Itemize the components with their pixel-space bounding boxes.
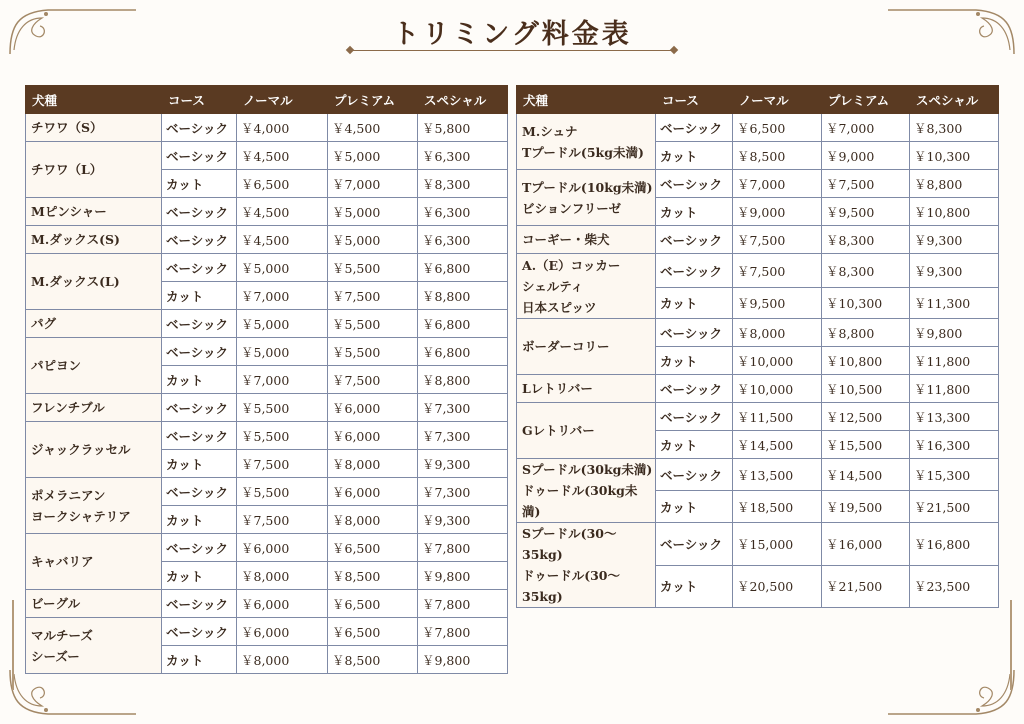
premium-price-cell: ￥8,800 [822, 319, 910, 347]
course-cell: ベーシック [162, 590, 237, 618]
course-cell: ベーシック [162, 478, 237, 506]
premium-price-cell: ￥5,500 [328, 338, 418, 366]
table-row [26, 254, 508, 282]
normal-price-cell: ￥7,500 [733, 226, 822, 254]
course-cell: ベーシック [656, 375, 733, 403]
special-price-cell: ￥6,800 [418, 310, 508, 338]
premium-price-cell: ￥7,500 [328, 366, 418, 394]
special-price-cell: ￥5,800 [418, 114, 508, 142]
table-row [517, 375, 999, 403]
breed-cell: Lレトリバー [517, 375, 656, 403]
special-price-cell: ￥10,800 [910, 198, 999, 226]
special-price-cell: ￥11,300 [910, 288, 999, 319]
premium-price-cell: ￥14,500 [822, 459, 910, 491]
special-price-cell: ￥16,300 [910, 431, 999, 459]
course-cell: ベーシック [656, 319, 733, 347]
premium-price-cell: ￥10,800 [822, 347, 910, 375]
price-table-left [25, 85, 508, 674]
premium-price-cell: ￥16,000 [822, 523, 910, 566]
normal-price-cell: ￥6,000 [237, 534, 328, 562]
premium-price-cell: ￥21,500 [822, 565, 910, 608]
normal-price-cell: ￥5,000 [237, 338, 328, 366]
normal-price-cell: ￥10,000 [733, 375, 822, 403]
special-price-cell: ￥9,300 [418, 506, 508, 534]
table-header-row [26, 86, 508, 114]
premium-price-cell: ￥4,500 [328, 114, 418, 142]
course-cell: カット [656, 565, 733, 608]
table-row [26, 478, 508, 506]
corner-ornament-icon [8, 668, 138, 718]
special-price-cell: ￥6,300 [418, 198, 508, 226]
corner-ornament-icon [886, 668, 1016, 718]
breed-cell: キャバリア [26, 534, 162, 590]
special-price-cell: ￥6,300 [418, 142, 508, 170]
course-cell: カット [656, 142, 733, 170]
table-header-row [517, 86, 999, 114]
table-row [517, 114, 999, 142]
breed-cell: ポメラニアン ヨークシャテリア [26, 478, 162, 534]
premium-price-cell: ￥6,000 [328, 422, 418, 450]
premium-price-cell: ￥8,500 [328, 646, 418, 674]
course-cell: カット [656, 288, 733, 319]
premium-price-cell: ￥9,000 [822, 142, 910, 170]
special-price-cell: ￥23,500 [910, 565, 999, 608]
header-special: スペシャル [418, 86, 508, 114]
header-breed: 犬種 [26, 86, 162, 114]
special-price-cell: ￥7,800 [418, 534, 508, 562]
special-price-cell: ￥11,800 [910, 375, 999, 403]
table-row [26, 422, 508, 450]
premium-price-cell: ￥6,000 [328, 478, 418, 506]
normal-price-cell: ￥14,500 [733, 431, 822, 459]
special-price-cell: ￥21,500 [910, 491, 999, 523]
normal-price-cell: ￥5,000 [237, 254, 328, 282]
breed-cell: フレンチブル [26, 394, 162, 422]
normal-price-cell: ￥9,000 [733, 198, 822, 226]
breed-cell: チワワ（L） [26, 142, 162, 198]
course-cell: ベーシック [162, 198, 237, 226]
breed-cell: Sプードル(30kg未満) ドゥードル(30kg未満) [517, 459, 656, 523]
course-cell: カット [162, 506, 237, 534]
normal-price-cell: ￥7,500 [237, 506, 328, 534]
special-price-cell: ￥7,300 [418, 478, 508, 506]
special-price-cell: ￥9,800 [418, 562, 508, 590]
normal-price-cell: ￥5,000 [237, 310, 328, 338]
course-cell: ベーシック [162, 618, 237, 646]
normal-price-cell: ￥15,000 [733, 523, 822, 566]
normal-price-cell: ￥7,500 [733, 254, 822, 288]
normal-price-cell: ￥6,500 [237, 170, 328, 198]
normal-price-cell: ￥10,000 [733, 347, 822, 375]
premium-price-cell: ￥9,500 [822, 198, 910, 226]
special-price-cell: ￥8,800 [418, 366, 508, 394]
course-cell: ベーシック [162, 226, 237, 254]
course-cell: ベーシック [656, 459, 733, 491]
normal-price-cell: ￥8,000 [237, 562, 328, 590]
breed-cell: M.ダックス(L) [26, 254, 162, 310]
course-cell: カット [162, 450, 237, 478]
table-row [26, 394, 508, 422]
header-course: コース [162, 86, 237, 114]
premium-price-cell: ￥6,000 [328, 394, 418, 422]
premium-price-cell: ￥5,500 [328, 254, 418, 282]
course-cell: カット [656, 491, 733, 523]
normal-price-cell: ￥7,500 [237, 450, 328, 478]
side-ornament [1010, 600, 1012, 690]
course-cell: カット [656, 198, 733, 226]
normal-price-cell: ￥8,500 [733, 142, 822, 170]
premium-price-cell: ￥8,500 [328, 562, 418, 590]
table-row [26, 142, 508, 170]
normal-price-cell: ￥5,500 [237, 394, 328, 422]
premium-price-cell: ￥8,300 [822, 226, 910, 254]
special-price-cell: ￥9,300 [910, 254, 999, 288]
table-row [517, 319, 999, 347]
breed-cell: ジャックラッセル [26, 422, 162, 478]
premium-price-cell: ￥8,000 [328, 506, 418, 534]
course-cell: ベーシック [162, 114, 237, 142]
premium-price-cell: ￥7,500 [822, 170, 910, 198]
breed-cell: コーギー・柴犬 [517, 226, 656, 254]
premium-price-cell: ￥19,500 [822, 491, 910, 523]
header-normal: ノーマル [733, 86, 822, 114]
course-cell: ベーシック [656, 403, 733, 431]
premium-price-cell: ￥8,300 [822, 254, 910, 288]
special-price-cell: ￥8,800 [418, 282, 508, 310]
breed-cell: M.シュナ Tプードル(5kg未満) [517, 114, 656, 170]
breed-cell: ビーグル [26, 590, 162, 618]
table-body [517, 114, 999, 608]
title-divider [350, 50, 674, 51]
normal-price-cell: ￥4,500 [237, 226, 328, 254]
premium-price-cell: ￥6,500 [328, 590, 418, 618]
breed-cell: チワワ（S） [26, 114, 162, 142]
special-price-cell: ￥6,800 [418, 254, 508, 282]
course-cell: ベーシック [162, 422, 237, 450]
breed-cell: Sプードル(30～35kg) ドゥードル(30～35kg) [517, 523, 656, 608]
course-cell: ベーシック [656, 114, 733, 142]
course-cell: ベーシック [162, 142, 237, 170]
course-cell: ベーシック [656, 170, 733, 198]
breed-cell: Tプードル(10kg未満) ビションフリーゼ [517, 170, 656, 226]
special-price-cell: ￥15,300 [910, 459, 999, 491]
table-row [26, 590, 508, 618]
table-row [26, 310, 508, 338]
course-cell: カット [162, 562, 237, 590]
premium-price-cell: ￥6,500 [328, 534, 418, 562]
special-price-cell: ￥10,300 [910, 142, 999, 170]
normal-price-cell: ￥7,000 [237, 282, 328, 310]
table-row [26, 114, 508, 142]
premium-price-cell: ￥5,000 [328, 198, 418, 226]
breed-cell: Gレトリバー [517, 403, 656, 459]
special-price-cell: ￥6,800 [418, 338, 508, 366]
normal-price-cell: ￥11,500 [733, 403, 822, 431]
table-row [26, 198, 508, 226]
table-row [26, 618, 508, 646]
breed-cell: パピヨン [26, 338, 162, 394]
premium-price-cell: ￥10,500 [822, 375, 910, 403]
breed-cell: マルチーズ シーズー [26, 618, 162, 674]
normal-price-cell: ￥4,500 [237, 198, 328, 226]
special-price-cell: ￥16,800 [910, 523, 999, 566]
table-row [26, 534, 508, 562]
table-row [26, 226, 508, 254]
course-cell: ベーシック [656, 226, 733, 254]
special-price-cell: ￥8,300 [910, 114, 999, 142]
course-cell: カット [162, 646, 237, 674]
table-row [26, 338, 508, 366]
course-cell: ベーシック [656, 254, 733, 288]
premium-price-cell: ￥5,500 [328, 310, 418, 338]
header-premium: プレミアム [822, 86, 910, 114]
table-body [26, 114, 508, 674]
normal-price-cell: ￥18,500 [733, 491, 822, 523]
normal-price-cell: ￥5,500 [237, 422, 328, 450]
normal-price-cell: ￥6,000 [237, 618, 328, 646]
course-cell: ベーシック [656, 523, 733, 566]
normal-price-cell: ￥7,000 [733, 170, 822, 198]
table-row [517, 226, 999, 254]
special-price-cell: ￥9,300 [910, 226, 999, 254]
side-ornament [12, 600, 14, 690]
course-cell: カット [656, 347, 733, 375]
breed-cell: ボーダーコリー [517, 319, 656, 375]
table-row [517, 170, 999, 198]
special-price-cell: ￥9,300 [418, 450, 508, 478]
price-table-right [516, 85, 999, 608]
premium-price-cell: ￥10,300 [822, 288, 910, 319]
header-breed: 犬種 [517, 86, 656, 114]
course-cell: ベーシック [162, 394, 237, 422]
special-price-cell: ￥7,300 [418, 394, 508, 422]
special-price-cell: ￥11,800 [910, 347, 999, 375]
normal-price-cell: ￥7,000 [237, 366, 328, 394]
header-special: スペシャル [910, 86, 999, 114]
course-cell: ベーシック [162, 534, 237, 562]
normal-price-cell: ￥4,500 [237, 142, 328, 170]
premium-price-cell: ￥5,000 [328, 142, 418, 170]
premium-price-cell: ￥12,500 [822, 403, 910, 431]
table-row [517, 459, 999, 491]
special-price-cell: ￥7,300 [418, 422, 508, 450]
normal-price-cell: ￥8,000 [237, 646, 328, 674]
premium-price-cell: ￥15,500 [822, 431, 910, 459]
table-row [517, 254, 999, 288]
breed-cell: パグ [26, 310, 162, 338]
special-price-cell: ￥7,800 [418, 590, 508, 618]
special-price-cell: ￥7,800 [418, 618, 508, 646]
normal-price-cell: ￥8,000 [733, 319, 822, 347]
premium-price-cell: ￥5,000 [328, 226, 418, 254]
premium-price-cell: ￥6,500 [328, 618, 418, 646]
special-price-cell: ￥9,800 [418, 646, 508, 674]
header-normal: ノーマル [237, 86, 328, 114]
special-price-cell: ￥9,800 [910, 319, 999, 347]
special-price-cell: ￥6,300 [418, 226, 508, 254]
course-cell: カット [162, 282, 237, 310]
table-row [517, 523, 999, 566]
premium-price-cell: ￥8,000 [328, 450, 418, 478]
breed-cell: Mピンシャー [26, 198, 162, 226]
normal-price-cell: ￥4,000 [237, 114, 328, 142]
normal-price-cell: ￥20,500 [733, 565, 822, 608]
normal-price-cell: ￥6,000 [237, 590, 328, 618]
header-course: コース [656, 86, 733, 114]
special-price-cell: ￥8,300 [418, 170, 508, 198]
special-price-cell: ￥13,300 [910, 403, 999, 431]
course-cell: ベーシック [162, 310, 237, 338]
course-cell: カット [656, 431, 733, 459]
breed-cell: M.ダックス(S) [26, 226, 162, 254]
normal-price-cell: ￥6,500 [733, 114, 822, 142]
normal-price-cell: ￥5,500 [237, 478, 328, 506]
course-cell: ベーシック [162, 254, 237, 282]
breed-cell: A.（E）コッカー シェルティ 日本スピッツ [517, 254, 656, 319]
course-cell: カット [162, 170, 237, 198]
course-cell: カット [162, 366, 237, 394]
normal-price-cell: ￥13,500 [733, 459, 822, 491]
premium-price-cell: ￥7,000 [822, 114, 910, 142]
normal-price-cell: ￥9,500 [733, 288, 822, 319]
table-row [517, 403, 999, 431]
premium-price-cell: ￥7,500 [328, 282, 418, 310]
header-premium: プレミアム [328, 86, 418, 114]
special-price-cell: ￥8,800 [910, 170, 999, 198]
premium-price-cell: ￥7,000 [328, 170, 418, 198]
page-title: トリミング料金表 [392, 19, 632, 50]
course-cell: ベーシック [162, 338, 237, 366]
